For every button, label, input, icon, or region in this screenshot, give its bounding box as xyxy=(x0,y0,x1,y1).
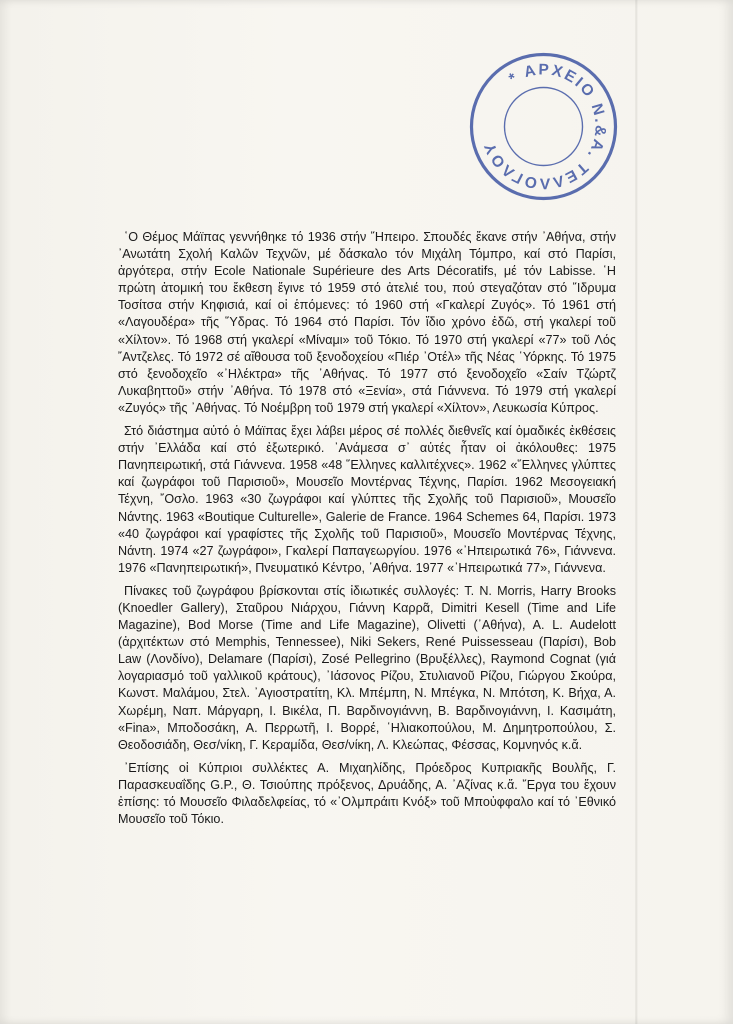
archive-stamp xyxy=(466,49,621,204)
paragraph-exhibitions-group: Στό διάστημα αὐτό ὁ Μάϊπας ἔχει λάβει μέρος σέ πολλές διεθνεῖς καί ὁμαδικές ἐκθέσεις στήν ᾿Ελλάδα καί στό ἐξωτερικό. ᾿Ανάμεσα σ᾿ αὐτές ἦταν οἱ ἀκόλουθες: 1975 Πανηπειρωτική, στά Γιάννενα. 1958 «48 ῞Ελληνες καλλιτέχνες». 1962 «῞Ελληνες γλύπτες καί ζωγράφοι τοῦ Παρισιοῦ», Μουσεῖο Μοντέρνας Τέχνης, Παρίσι. 1962 Μεσογειακή Τέχνη, ῎Οσλο. 1963 «30 ζωγράφοι καί γλύπτες τῆς Σχολῆς τοῦ Παρισιοῦ», Μουσεῖο Νάντης. 1963 «Boutique Culturelle», Galerie de France. 1964 Schemes 64, Παρίσι. 1973 «40 ζωγράφοι καί γραφίστες τῆς Σχολῆς τοῦ Παρισιοῦ», Μουσεῖο Μοντέρνας Τέχνης, Νάντη. 1974 «27 ζωγράφοι», Γκαλερί Παπαγεωργίου. 1976 «᾿Ηπειρωτικά 76», Γιάννενα. 1976 «Πανηπειρωτική», Πνευματικό Κέντρο, ᾿Αθήνα. 1977 «᾿Ηπειρωτικά 77», Γιάννενα. xyxy=(118,424,616,575)
paragraph-private-collections: Πίνακες τοῦ ζωγράφου βρίσκονται στίς ἰδιωτικές συλλογές: T. N. Morris, Harry Brooks (Knoedler Gallery), Σταῦρου Νιάρχου, Γιάννη Καρρᾶ, Dimitri Kesell (Time and Life Magazine), Bod Morse (Time and Life Magazine), Olivetti (᾿Αθήνα), A. L. Audelott (ἀρχιτέκτων στό Memphis, Tennessee), Niki Sekers, René Puissesseau (Παρίσι), Bob Law (Λονδίνο), Delamare (Παρίσι), Zosé Pellegrino (Βρυξέλλες), Raymond Cognat (γιά λογαριασμό τοῦ γαλλικοῦ κράτους), ᾿Ιάσονος Ρίζου, Στυλιανοῦ Ρίζου, Γιώργου Σκούρα, Κωνστ. Μαλάμου, Στελ. ᾿Αγιοστρατίτη, Κλ. Μπέμπη, Ν. Μπέγκα, Ν. Μπότση, Κ. Βήχα, Α. Χωρέμη, Ναπ. Μάργαρη, Ι. Βικέλα, Π. Βαρδινογιάννη, Β. Βαρδινογιάννη, Ι. Κασιμάτη, «Fina», Μποδοσάκη, Α. Περρωτῆ, Ι. Βορρέ, ῾Ηλιακοπούλου, Μ. Δημητροπούλου, Σ. Θεοδοσιάδη, Θεσ/νίκη, Γ. Κεραμίδα, Θεσ/νίκη, Λ. Κλεώπας, Φέσσας, Κομνηνός κ.ἄ. xyxy=(118,583,616,752)
stamp-text: * ΑΡΧΕΙΟ Ν.&Α. ΤΕΛΛΟΓΛΟΥ xyxy=(480,61,609,192)
svg-text:* ΑΡΧΕΙΟ Ν.&Α. ΤΕΛΛΟΓΛΟΥ xyxy=(481,61,609,191)
paragraph-cypriot-collectors: ᾿Επίσης οἱ Κύπριοι συλλέκτες Α. Μιχαηλίδης, Πρόεδρος Κυπριακῆς Βουλῆς, Γ. Παρασκευαΐδης G.P., Θ. Τσιούπης πρόξενος, Δρυάδης, Α. ᾿Αζίνας κ.ἄ. ῎Εργα του ἔχουν ἐπίσης: τό Μουσεῖο Φιλαδελφείας, τό «᾿Ολμπράιτι Κνόξ» τοῦ Μποὐφφαλο καί τό ᾿Εθνικό Μουσεῖο τοῦ Τόκιο. xyxy=(118,760,616,827)
paragraph-exhibitions-solo: ῾Ο Θέμος Μάϊπας γεννήθηκε τό 1936 στήν ῞Ηπειρο. Σπουδές ἔκανε στήν ᾿Αθήνα, στήν ᾿Ανωτάτη Σχολή Καλῶν Τεχνῶν, μέ δάσκαλο τόν Μιχάλη Τόμπρο, καί στό Παρίσι, ἀργότερα, στήν Ecole Nationale Supérieure des Arts Décoratifs, μέ τόν Labisse. ῾Η πρώτη ἀτομική του ἔκθεση ἔγινε τό 1959 στό ἀτελιέ του, πού στεγαζόταν στό ῞Ιδρυμα Τοσίτσα στήν Κηφισιά, καί οἱ ἑπόμενες: τό 1960 στή «Γκαλερί Ζυγός». Τό 1961 στή «Λαγουδέρα» τῆς ῞Υδρας. Τό 1964 στό Παρίσι. Τόν ἴδιο χρόνο ἐδῶ, στή γκαλερί τοῦ «Χίλτον». Τό 1968 στή γκαλερί «Μίναμι» τοῦ Τόκιο. Τό 1970 στή γκαλερί «77» τοῦ Λός ῎Αντζελες. Τό 1972 σέ αἴθουσα τοῦ ξενοδοχείου «Πιέρ ᾿Οτέλ» τῆς Νέας ῾Υόρκης. Τό 1975 στό ξενοδοχεῖο «᾿Ηλέκτρα» τῆς ᾿Αθήνας. Τό 1977 στό ξενοδοχεῖο «Σαίν Τζώρτζ Λυκαβηττοῦ» στήν ᾿Αθήνα. Τό 1978 στό «Ξενία», στά Γιάννενα. Τό 1979 στή γκαλερί «Ζυγός» τῆς ᾿Αθήνας. Τό Νοέμβρη τοῦ 1979 στή γκαλερί «Χίλτον», Λευκωσία Κύπρος. xyxy=(118,230,616,415)
page-fold xyxy=(635,0,638,1024)
biography-text xyxy=(118,229,616,828)
